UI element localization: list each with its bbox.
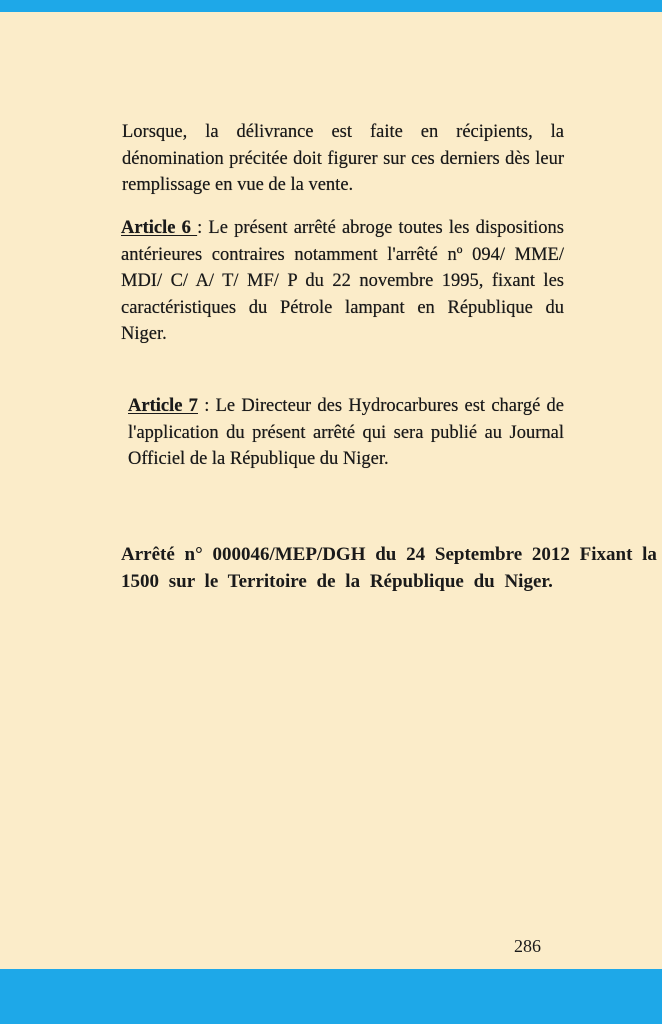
bottom-border-bar — [0, 969, 662, 1024]
article-7-text: Le Directeur des Hydrocarbures est chargé de l'application du présent arrêté qui sera publié au Journal Officiel de la République du Niger. — [128, 396, 564, 469]
top-border-bar — [0, 0, 662, 12]
article-7-paragraph — [128, 393, 564, 473]
page-number: 286 — [514, 936, 541, 956]
article-7-separator: : — [197, 396, 216, 416]
article-6-separator: : — [197, 218, 209, 238]
paragraph-delivery-containers: Lorsque, la délivrance est faite en récipients, la dénomination précitée doit figurer sur ces derniers dès leur remplissage en vue de la vente. — [122, 122, 564, 195]
article-6-label: Article 6 — [121, 218, 198, 238]
article-7-label: Article 7 — [128, 396, 198, 416]
decree-heading-line-1: Arrêté n° 000046/MEP/DGH du 24 Septembre 2012 Fixant la — [121, 544, 657, 565]
article-6-paragraph — [121, 215, 564, 348]
article-6-text: Le présent arrêté abroge toutes les dispositions antérieures contraires notamment l'arrêté nº 094/ MME/ MDI/ C/ A/ T/ MF/ P du 22 novembre 1995, fixant les caractéristiques du Pétrole lampant en République du Niger. — [121, 218, 565, 344]
decree-heading — [121, 541, 662, 595]
decree-heading-line-2: 1500 sur le Territoire de la République du Niger. — [121, 571, 553, 592]
